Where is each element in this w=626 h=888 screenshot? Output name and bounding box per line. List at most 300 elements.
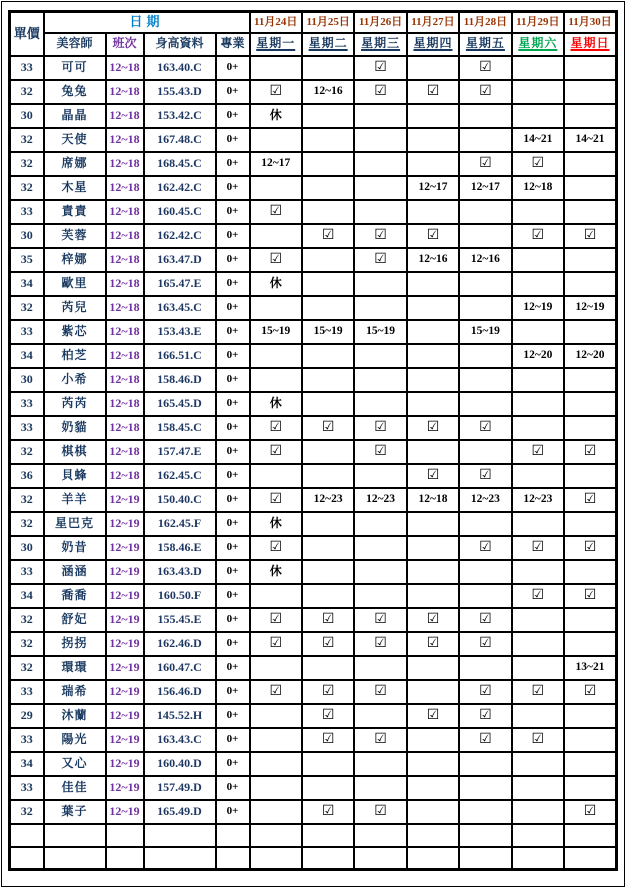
schedule-cell	[564, 560, 616, 584]
height-cell: 163.45.C	[144, 296, 216, 320]
schedule-cell	[512, 104, 564, 128]
schedule-cell: ☑	[407, 632, 459, 656]
table-row	[10, 296, 617, 320]
name-cell: 小希	[44, 368, 106, 392]
name-cell: 涵涵	[44, 560, 106, 584]
schedule-cell: 休	[250, 512, 302, 536]
schedule-cell	[354, 104, 406, 128]
schedule-cell	[302, 440, 354, 464]
weekday-header-7: 星期日	[564, 33, 616, 56]
table-row	[10, 80, 617, 104]
spec-cell: 0+	[216, 248, 250, 272]
table-row	[10, 272, 617, 296]
shift-cell: 12~19	[106, 776, 144, 800]
schedule-cell	[459, 200, 511, 224]
schedule-cell	[564, 392, 616, 416]
height-info-header: 身高資料	[144, 33, 216, 56]
schedule-body	[10, 56, 617, 870]
header-row-dates	[10, 12, 617, 33]
height-cell: 157.49.D	[144, 776, 216, 800]
spec-cell: 0+	[216, 344, 250, 368]
height-cell: 162.45.F	[144, 512, 216, 536]
empty-cell	[10, 847, 44, 870]
table-row	[10, 752, 617, 776]
price-cell: 33	[10, 200, 44, 224]
shift-cell: 12~19	[106, 680, 144, 704]
schedule-cell: ☑	[250, 80, 302, 104]
table-row	[10, 704, 617, 728]
schedule-cell	[512, 200, 564, 224]
schedule-cell: 12~23	[459, 488, 511, 512]
spec-cell: 0+	[216, 272, 250, 296]
name-cell: 可可	[44, 56, 106, 80]
price-cell: 32	[10, 176, 44, 200]
table-row	[10, 728, 617, 752]
schedule-cell: 休	[250, 272, 302, 296]
schedule-cell: ☑	[250, 440, 302, 464]
price-cell: 33	[10, 320, 44, 344]
height-cell: 165.49.D	[144, 800, 216, 824]
table-row	[10, 128, 617, 152]
shift-cell: 12~19	[106, 656, 144, 680]
date-group-header: 日期	[44, 12, 250, 33]
height-cell: 157.47.E	[144, 440, 216, 464]
schedule-cell	[459, 560, 511, 584]
spec-cell: 0+	[216, 632, 250, 656]
schedule-cell	[512, 752, 564, 776]
table-row	[10, 488, 617, 512]
schedule-cell	[512, 560, 564, 584]
spec-cell: 0+	[216, 776, 250, 800]
header-row-columns	[10, 33, 617, 56]
spec-cell: 0+	[216, 152, 250, 176]
schedule-cell	[459, 272, 511, 296]
schedule-cell	[302, 656, 354, 680]
schedule-cell: 14~21	[512, 128, 564, 152]
schedule-cell: ☑	[564, 800, 616, 824]
spec-cell: 0+	[216, 488, 250, 512]
empty-cell	[302, 847, 354, 870]
table-row	[10, 248, 617, 272]
empty-cell	[512, 824, 564, 847]
schedule-cell	[564, 368, 616, 392]
spec-cell: 0+	[216, 584, 250, 608]
schedule-cell	[407, 536, 459, 560]
shift-cell: 12~18	[106, 320, 144, 344]
name-cell: 柏芝	[44, 344, 106, 368]
schedule-cell	[302, 368, 354, 392]
price-cell: 36	[10, 464, 44, 488]
empty-cell	[250, 824, 302, 847]
schedule-cell	[407, 584, 459, 608]
schedule-cell	[459, 440, 511, 464]
name-cell: 又心	[44, 752, 106, 776]
table-row	[10, 224, 617, 248]
spec-cell: 0+	[216, 536, 250, 560]
schedule-cell: 15~19	[250, 320, 302, 344]
schedule-cell	[459, 656, 511, 680]
price-cell: 32	[10, 608, 44, 632]
shift-cell: 12~18	[106, 176, 144, 200]
schedule-cell	[459, 776, 511, 800]
schedule-cell: 12~23	[302, 488, 354, 512]
table-row	[10, 584, 617, 608]
schedule-cell	[354, 776, 406, 800]
spec-cell: 0+	[216, 56, 250, 80]
spec-cell: 0+	[216, 176, 250, 200]
empty-row	[10, 847, 617, 870]
schedule-cell: 12~17	[250, 152, 302, 176]
schedule-cell	[302, 536, 354, 560]
empty-cell	[459, 847, 511, 870]
shift-cell: 12~18	[106, 368, 144, 392]
schedule-cell: ☑	[302, 800, 354, 824]
price-cell: 34	[10, 344, 44, 368]
schedule-cell	[250, 344, 302, 368]
price-cell: 33	[10, 560, 44, 584]
table-row	[10, 56, 617, 80]
schedule-cell: 13~21	[564, 656, 616, 680]
schedule-cell: ☑	[354, 632, 406, 656]
schedule-cell: ☑	[564, 536, 616, 560]
schedule-cell: ☑	[250, 632, 302, 656]
schedule-cell: ☑	[459, 680, 511, 704]
price-cell: 32	[10, 128, 44, 152]
schedule-cell	[354, 296, 406, 320]
table-row	[10, 440, 617, 464]
shift-cell: 12~18	[106, 80, 144, 104]
empty-cell	[459, 824, 511, 847]
schedule-cell: ☑	[512, 584, 564, 608]
date-header-4: 11月27日	[407, 12, 459, 33]
empty-cell	[44, 824, 106, 847]
schedule-cell	[512, 272, 564, 296]
schedule-cell: ☑	[354, 224, 406, 248]
empty-cell	[407, 824, 459, 847]
height-cell: 163.47.D	[144, 248, 216, 272]
schedule-cell	[250, 584, 302, 608]
height-cell: 160.40.D	[144, 752, 216, 776]
empty-cell	[144, 847, 216, 870]
schedule-cell: ☑	[354, 680, 406, 704]
schedule-cell	[302, 176, 354, 200]
shift-cell: 12~18	[106, 104, 144, 128]
schedule-cell	[564, 608, 616, 632]
schedule-cell	[354, 128, 406, 152]
schedule-cell	[512, 776, 564, 800]
price-cell: 32	[10, 152, 44, 176]
schedule-cell: 12~19	[564, 296, 616, 320]
schedule-cell: ☑	[459, 704, 511, 728]
spec-cell: 0+	[216, 656, 250, 680]
schedule-cell: ☑	[407, 416, 459, 440]
date-header-5: 11月28日	[459, 12, 511, 33]
schedule-cell: ☑	[354, 440, 406, 464]
schedule-cell: 15~19	[459, 320, 511, 344]
spec-cell: 0+	[216, 800, 250, 824]
schedule-cell	[250, 176, 302, 200]
schedule-cell	[459, 296, 511, 320]
schedule-cell	[250, 296, 302, 320]
spec-cell: 0+	[216, 440, 250, 464]
schedule-cell	[459, 752, 511, 776]
schedule-cell	[459, 512, 511, 536]
table-row	[10, 512, 617, 536]
schedule-cell: ☑	[407, 224, 459, 248]
schedule-cell	[407, 56, 459, 80]
table-row	[10, 680, 617, 704]
schedule-cell	[302, 128, 354, 152]
schedule-cell	[407, 272, 459, 296]
schedule-cell	[459, 368, 511, 392]
schedule-cell	[407, 392, 459, 416]
schedule-cell	[564, 320, 616, 344]
name-cell: 奶貓	[44, 416, 106, 440]
schedule-cell: 12~16	[407, 248, 459, 272]
schedule-cell: ☑	[354, 248, 406, 272]
schedule-cell: 12~23	[354, 488, 406, 512]
schedule-cell	[564, 176, 616, 200]
schedule-cell	[564, 752, 616, 776]
price-cell: 29	[10, 704, 44, 728]
schedule-cell	[459, 392, 511, 416]
schedule-cell: 12~16	[459, 248, 511, 272]
schedule-cell: ☑	[564, 440, 616, 464]
schedule-cell: ☑	[512, 152, 564, 176]
weekday-header-5: 星期五	[459, 33, 511, 56]
schedule-cell: 休	[250, 104, 302, 128]
shift-cell: 12~18	[106, 464, 144, 488]
schedule-cell	[512, 800, 564, 824]
empty-cell	[106, 847, 144, 870]
schedule-cell: ☑	[564, 488, 616, 512]
empty-cell	[10, 824, 44, 847]
spec-cell: 0+	[216, 200, 250, 224]
shift-cell: 12~19	[106, 512, 144, 536]
height-cell: 160.45.C	[144, 200, 216, 224]
schedule-cell	[564, 728, 616, 752]
schedule-cell	[407, 656, 459, 680]
price-cell: 33	[10, 416, 44, 440]
unit-price-header: 單價	[10, 12, 44, 56]
price-cell: 30	[10, 536, 44, 560]
schedule-cell	[564, 416, 616, 440]
schedule-cell: ☑	[512, 536, 564, 560]
schedule-cell	[459, 800, 511, 824]
beautician-header: 美容師	[44, 33, 106, 56]
height-cell: 158.45.C	[144, 416, 216, 440]
schedule-cell	[459, 344, 511, 368]
name-cell: 芮芮	[44, 392, 106, 416]
shift-cell: 12~19	[106, 752, 144, 776]
empty-cell	[354, 847, 406, 870]
schedule-cell	[302, 152, 354, 176]
empty-cell	[564, 847, 616, 870]
schedule-cell	[302, 344, 354, 368]
spec-cell: 0+	[216, 752, 250, 776]
schedule-cell	[302, 104, 354, 128]
schedule-cell	[407, 320, 459, 344]
shift-cell: 12~18	[106, 128, 144, 152]
schedule-cell	[512, 416, 564, 440]
schedule-cell	[512, 80, 564, 104]
schedule-cell: ☑	[459, 632, 511, 656]
shift-cell: 12~19	[106, 800, 144, 824]
height-cell: 160.47.C	[144, 656, 216, 680]
schedule-cell	[354, 752, 406, 776]
table-row	[10, 416, 617, 440]
price-cell: 35	[10, 248, 44, 272]
empty-cell	[512, 847, 564, 870]
price-cell: 32	[10, 80, 44, 104]
schedule-cell	[407, 104, 459, 128]
price-cell: 33	[10, 728, 44, 752]
schedule-cell	[250, 656, 302, 680]
table-row	[10, 320, 617, 344]
schedule-cell	[407, 512, 459, 536]
schedule-cell: ☑	[459, 80, 511, 104]
schedule-cell: 12~16	[302, 80, 354, 104]
name-cell: 木星	[44, 176, 106, 200]
schedule-cell	[564, 56, 616, 80]
schedule-cell	[512, 320, 564, 344]
schedule-cell: ☑	[250, 416, 302, 440]
schedule-cell: ☑	[354, 56, 406, 80]
weekday-header-6: 星期六	[512, 33, 564, 56]
schedule-cell	[354, 584, 406, 608]
schedule-cell: ☑	[302, 608, 354, 632]
schedule-cell: ☑	[407, 464, 459, 488]
empty-cell	[354, 824, 406, 847]
schedule-cell	[354, 656, 406, 680]
height-cell: 163.40.C	[144, 56, 216, 80]
price-cell: 30	[10, 224, 44, 248]
name-cell: 兔兔	[44, 80, 106, 104]
schedule-cell	[564, 80, 616, 104]
table-row	[10, 536, 617, 560]
table-row	[10, 656, 617, 680]
schedule-cell	[459, 104, 511, 128]
schedule-cell	[407, 152, 459, 176]
schedule-cell: ☑	[459, 536, 511, 560]
empty-row	[10, 824, 617, 847]
schedule-cell	[564, 704, 616, 728]
shift-cell: 12~18	[106, 56, 144, 80]
date-header-6: 11月29日	[512, 12, 564, 33]
name-cell: 紫芯	[44, 320, 106, 344]
shift-cell: 12~19	[106, 608, 144, 632]
date-header-7: 11月30日	[564, 12, 616, 33]
schedule-cell	[250, 776, 302, 800]
schedule-cell	[512, 464, 564, 488]
schedule-cell: ☑	[459, 464, 511, 488]
schedule-cell	[250, 800, 302, 824]
schedule-cell: ☑	[459, 56, 511, 80]
price-cell: 32	[10, 488, 44, 512]
price-cell: 32	[10, 512, 44, 536]
shift-cell: 12~18	[106, 272, 144, 296]
height-cell: 162.42.C	[144, 224, 216, 248]
schedule-cell	[302, 272, 354, 296]
schedule-cell	[354, 704, 406, 728]
schedule-cell: ☑	[250, 536, 302, 560]
name-cell: 晶晶	[44, 104, 106, 128]
schedule-cell: ☑	[459, 152, 511, 176]
price-cell: 33	[10, 776, 44, 800]
height-cell: 165.45.D	[144, 392, 216, 416]
schedule-cell	[512, 392, 564, 416]
schedule-cell: ☑	[354, 800, 406, 824]
price-cell: 34	[10, 584, 44, 608]
schedule-cell	[354, 344, 406, 368]
spec-cell: 0+	[216, 128, 250, 152]
schedule-cell: ☑	[512, 680, 564, 704]
schedule-cell: 12~18	[512, 176, 564, 200]
schedule-cell	[302, 392, 354, 416]
schedule-cell: 12~20	[512, 344, 564, 368]
schedule-cell	[302, 512, 354, 536]
schedule-cell	[407, 368, 459, 392]
date-header-3: 11月26日	[354, 12, 406, 33]
schedule-cell	[302, 584, 354, 608]
schedule-cell: 12~17	[459, 176, 511, 200]
schedule-cell	[407, 296, 459, 320]
height-cell: 168.45.C	[144, 152, 216, 176]
name-cell: 奶昔	[44, 536, 106, 560]
table-row	[10, 392, 617, 416]
height-cell: 155.43.D	[144, 80, 216, 104]
name-cell: 貝蜂	[44, 464, 106, 488]
name-cell: 歐里	[44, 272, 106, 296]
schedule-cell	[459, 584, 511, 608]
shift-cell: 12~19	[106, 632, 144, 656]
height-cell: 165.47.E	[144, 272, 216, 296]
schedule-cell: 休	[250, 392, 302, 416]
price-cell: 30	[10, 104, 44, 128]
name-cell: 沐蘭	[44, 704, 106, 728]
name-cell: 拐拐	[44, 632, 106, 656]
schedule-cell: ☑	[459, 728, 511, 752]
schedule-cell	[250, 728, 302, 752]
height-cell: 153.42.C	[144, 104, 216, 128]
table-row	[10, 560, 617, 584]
schedule-cell	[354, 200, 406, 224]
schedule-cell: 12~17	[407, 176, 459, 200]
schedule-cell: ☑	[512, 224, 564, 248]
schedule-cell	[564, 200, 616, 224]
shift-cell: 12~18	[106, 224, 144, 248]
weekday-header-3: 星期三	[354, 33, 406, 56]
schedule-cell	[302, 776, 354, 800]
schedule-cell: ☑	[564, 680, 616, 704]
schedule-cell	[407, 560, 459, 584]
height-cell: 150.40.C	[144, 488, 216, 512]
schedule-cell: ☑	[354, 608, 406, 632]
weekday-header-2: 星期二	[302, 33, 354, 56]
height-cell: 158.46.E	[144, 536, 216, 560]
price-cell: 34	[10, 272, 44, 296]
table-row	[10, 632, 617, 656]
schedule-cell	[512, 368, 564, 392]
schedule-cell	[354, 464, 406, 488]
schedule-cell: 12~19	[512, 296, 564, 320]
schedule-cell	[512, 656, 564, 680]
name-cell: 責責	[44, 200, 106, 224]
schedule-cell	[354, 536, 406, 560]
schedule-cell	[354, 512, 406, 536]
schedule-cell	[250, 224, 302, 248]
name-cell: 佳佳	[44, 776, 106, 800]
